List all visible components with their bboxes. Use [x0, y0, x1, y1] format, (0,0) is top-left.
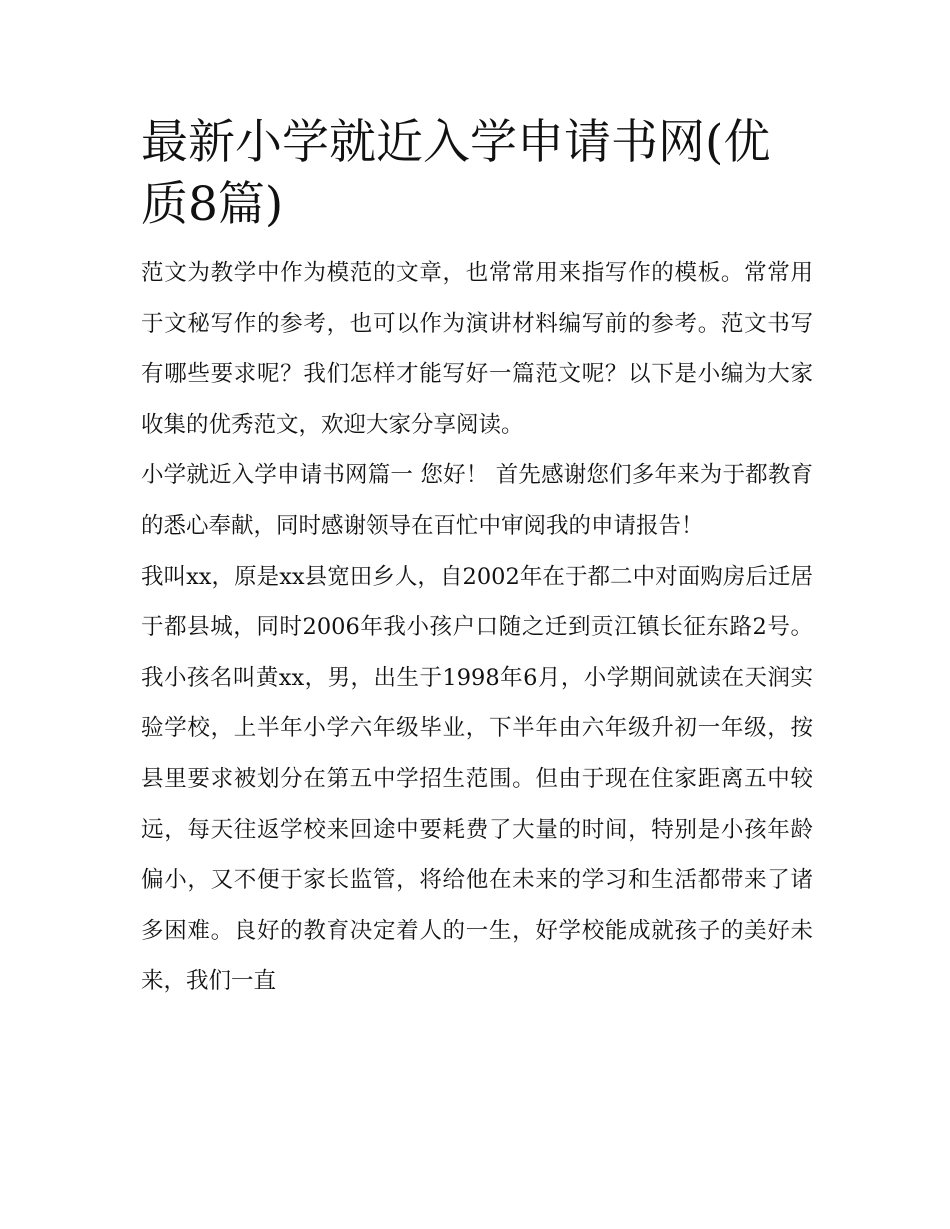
document-page — [141, 112, 813, 1007]
intro-paragraph: 范文为教学中作为模范的文章，也常常用来指写作的模板。常常用于文秘写作的参考，也可以作为演讲材料编写前的参考。范文书写有哪些要求呢？我们怎样才能写好一篇范文呢？以下是小编为大家收集的优秀范文，欢迎大家分享阅读。 — [141, 260, 813, 438]
document-title: 最新小学就近入学申请书网(优质8篇) — [141, 115, 771, 232]
letter-body-paragraph: 我叫xx，原是xx县宽田乡人，自2002年在于都二中对面购房后迁居于都县城，同时2006年我小孩户口随之迁到贡江镇长征东路2号。我小孩名叫黄xx，男，出生于1998年6月，小学期间就读在天润实验学校，上半年小学六年级毕业，下半年由六年级升初一年级，按县里要求被划分在第五中学招生范围。但由于现在住家距离五中较远，每天往返学校来回途中要耗费了大量的时间，特别是小孩年龄偏小，又不便于家长监管，将给他在未来的学习和生活都带来了诸多困难。良好的教育决定着人的一生，好学校能成就孩子的美好未来，我们一直 — [141, 563, 813, 995]
letter-opening-paragraph: 小学就近入学申请书网篇一 您好！ 首先感谢您们多年来为于都教育的悉心奉献，同时感谢领导在百忙中审阅我的申请报告！ — [141, 462, 813, 539]
